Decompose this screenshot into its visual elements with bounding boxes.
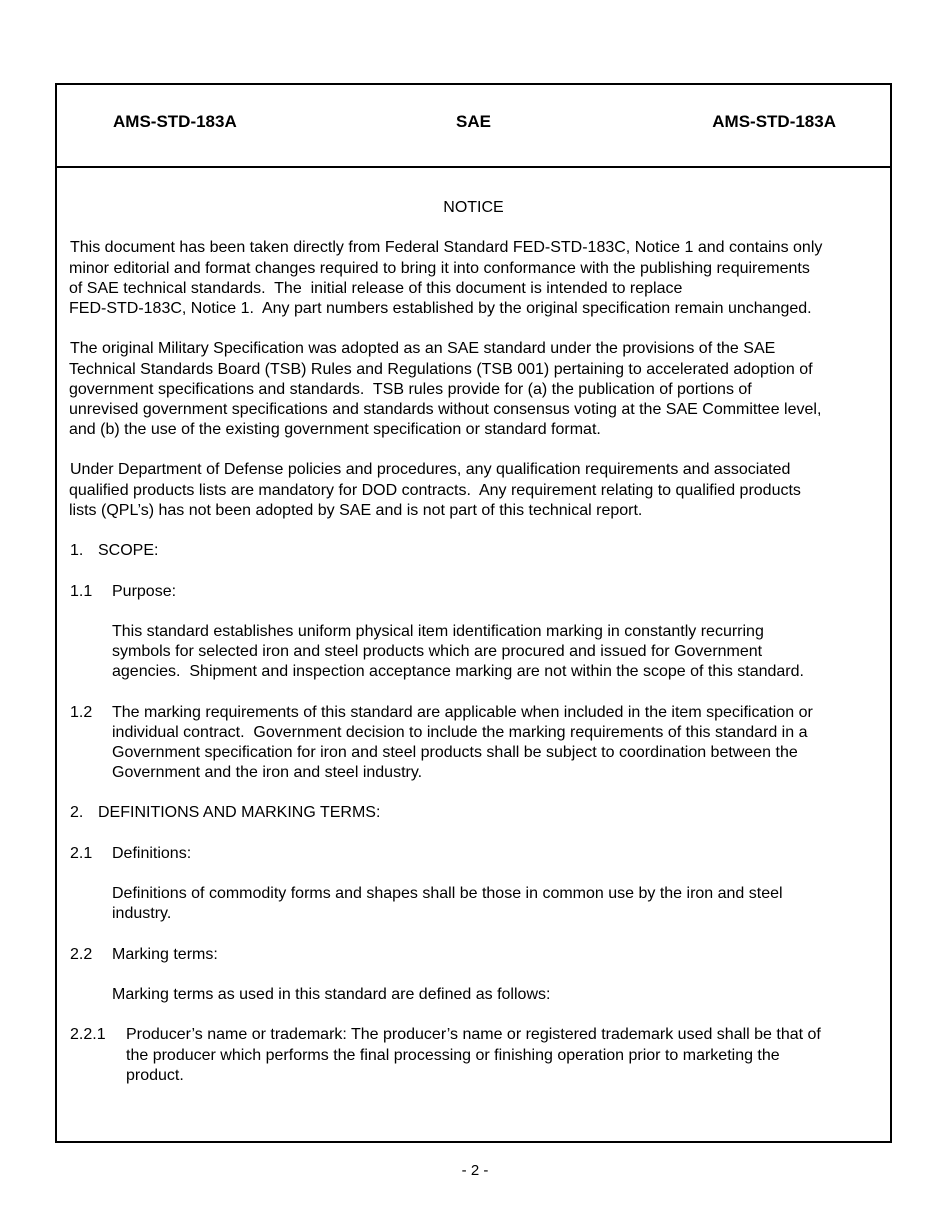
notice-para2-line: The original Military Specification was adopted as an SAE standard under the provisions of the SAE (70, 340, 776, 357)
notice-para1-line: of SAE technical standards. The initial release of this document is intended to replace (69, 280, 683, 297)
notice-para1-line: minor editorial and format changes required to bring it into conformance with the publishing requirements (69, 260, 810, 277)
section-1-2-text-line: individual contract. Government decision to include the marking requirements of this standard in a (112, 724, 808, 741)
notice-para3-line: lists (QPL’s) has not been adopted by SAE and is not part of this technical report. (69, 502, 643, 519)
notice-para2-line: and (b) the use of the existing government specification or standard format. (69, 421, 601, 438)
section-2-2-number: 2.2 (70, 946, 93, 963)
section-1-1-text-line: This standard establishes uniform physical item identification marking in constantly recurring (112, 623, 764, 640)
header-org: SAE (456, 112, 491, 131)
notice-para2-line: unrevised government specifications and standards without consensus voting at the SAE Committee level, (69, 401, 822, 418)
section-2-2-1-text-line: Producer’s name or trademark: The producer’s name or registered trademark used shall be that of (126, 1026, 821, 1043)
header-doc-number-right: AMS-STD-183A (712, 112, 836, 131)
notice-para3-line: Under Department of Defense policies and procedures, any qualification requirements and associated (70, 461, 791, 478)
section-2-1-number: 2.1 (70, 845, 93, 862)
section-1-1-number: 1.1 (70, 583, 93, 600)
notice-title: NOTICE (443, 199, 504, 216)
section-1-title: SCOPE: (98, 542, 159, 559)
notice-para2-line: government specifications and standards. TSB rules provide for (a) the publication of portions of (69, 381, 752, 398)
page-number: - 2 - (461, 1162, 489, 1179)
section-1-number: 1. (70, 542, 84, 559)
section-2-1-title: Definitions: (112, 845, 192, 862)
section-1-2-text-line: Government and the iron and steel industry. (112, 764, 423, 781)
section-2-2-title: Marking terms: (112, 946, 218, 963)
section-1-1-text-line: agencies. Shipment and inspection acceptance marking are not within the scope of this standard. (112, 663, 804, 680)
section-2-2-1-text-line: the producer which performs the final processing or finishing operation prior to marketing the (126, 1047, 780, 1064)
section-2-2-text-line: Marking terms as used in this standard are defined as follows: (112, 986, 551, 1003)
header-doc-number-left: AMS-STD-183A (113, 112, 237, 131)
section-2-1-text-line: industry. (112, 905, 172, 922)
notice-para2-line: Technical Standards Board (TSB) Rules and Regulations (TSB 001) pertaining to accelerated adoption of (69, 361, 813, 378)
section-1-2-number: 1.2 (70, 704, 93, 721)
section-1-2-text-line: The marking requirements of this standard are applicable when included in the item specification or (112, 704, 813, 721)
notice-para1-line: FED-STD-183C, Notice 1. Any part numbers established by the original specification remain unchanged. (69, 300, 812, 317)
section-2-2-1-text-line: product. (126, 1067, 184, 1084)
notice-para3-line: qualified products lists are mandatory for DOD contracts. Any requirement relating to qualified products (69, 482, 801, 499)
section-1-1-text-line: symbols for selected iron and steel products which are procured and issued for Government (112, 643, 763, 660)
section-1-1-title: Purpose: (112, 583, 177, 600)
notice-para1-line: This document has been taken directly from Federal Standard FED-STD-183C, Notice 1 and contains only (70, 239, 823, 256)
section-2-2-1-number: 2.2.1 (70, 1026, 106, 1043)
section-2-number: 2. (70, 804, 84, 821)
section-1-2-text-line: Government specification for iron and steel products shall be subject to coordination between the (112, 744, 798, 761)
section-2-title: DEFINITIONS AND MARKING TERMS: (98, 804, 381, 821)
section-2-1-text-line: Definitions of commodity forms and shapes shall be those in common use by the iron and steel (112, 885, 783, 902)
document-frame (55, 83, 892, 1143)
document-body (57, 85, 890, 1141)
